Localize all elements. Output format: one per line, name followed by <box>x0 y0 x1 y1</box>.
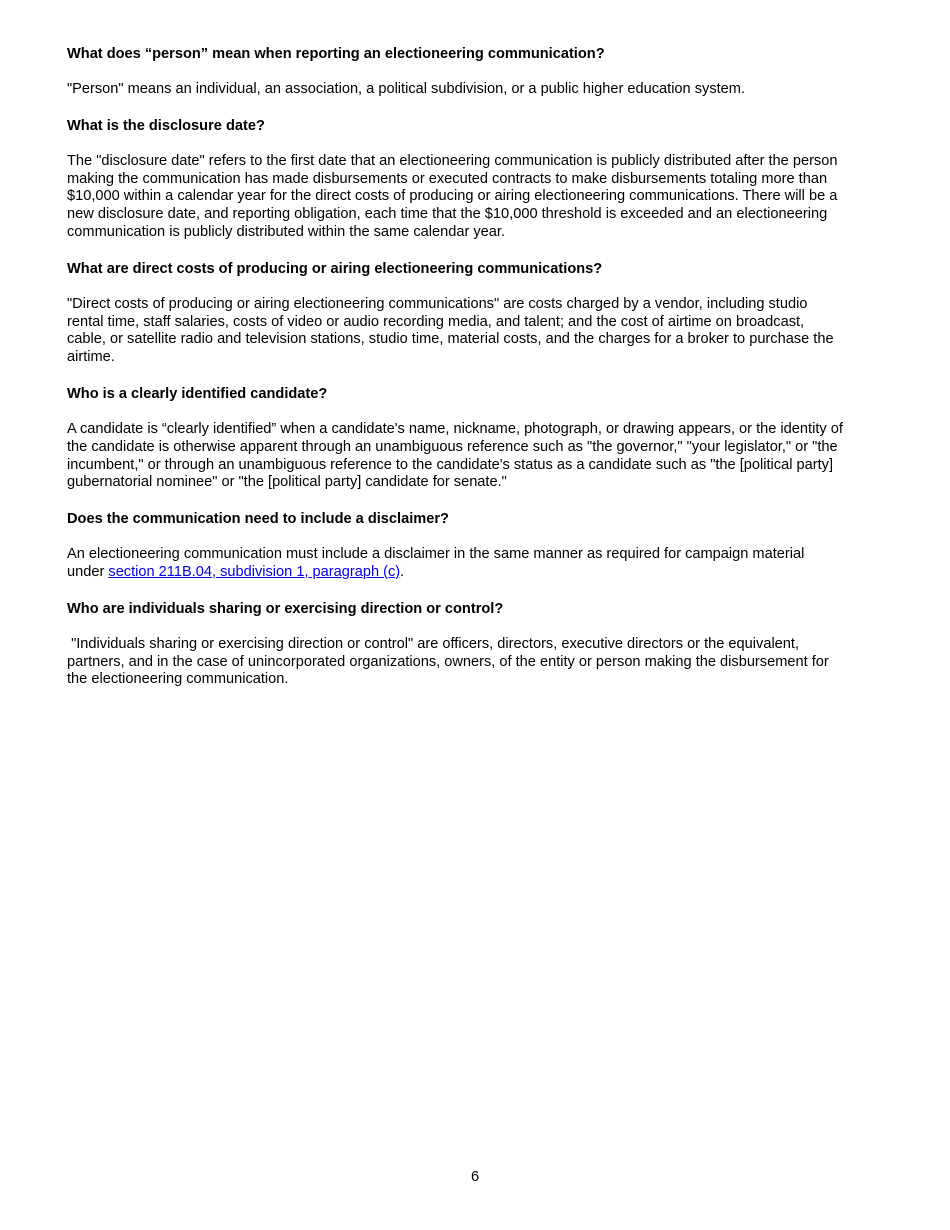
answer-direct-costs: "Direct costs of producing or airing electioneering communications" are costs charged by a vendor, including studio rental time, staff salaries, costs of video or audio recording media, and talent; and the cost of airtime on broadcast, cable, or satellite radio and television stations, studio time, material costs, and the charges for a broker to purchase the airtime. <box>67 295 834 366</box>
answer-disclaimer <box>67 546 843 582</box>
question-disclaimer: Does the communication need to include a disclaimer? <box>67 511 449 528</box>
question-disclosure-date: What is the disclosure date? <box>67 117 265 134</box>
page-number: 6 <box>470 1169 480 1185</box>
document-body <box>67 45 843 707</box>
question-clearly-identified-candidate: Who is a clearly identified candidate? <box>67 385 328 402</box>
statute-link[interactable]: section 211B.04, subdivision 1, paragraph (c) <box>108 563 401 580</box>
answer-clearly-identified-candidate: A candidate is “clearly identified” when a candidate's name, nickname, photograph, or drawing appears, or the identity of the candidate is otherwise apparent through an unambiguous reference such as "the governor," "your legislator," or "the incumbent," or through an unambiguous reference to the candidate's status as a candidate such as "the [political party] gubernatorial nominee" or "the [political party] candidate for senate." <box>67 420 843 491</box>
question-person-definition: What does “person” mean when reporting an electioneering communication? <box>67 46 605 62</box>
question-direction-control: Who are individuals sharing or exercising direction or control? <box>67 600 504 617</box>
answer-direction-control: "Individuals sharing or exercising direction or control" are officers, directors, executive directors or the equivalent, partners, and in the case of unincorporated organizations, owners, of the entity or person making the disbursement for the electioneering communication. <box>67 635 833 688</box>
answer-disclosure-date: The "disclosure date" refers to the first date that an electioneering communication is publicly distributed after the person making the communication has made disbursements or executed contracts to make disbursements totaling more than $10,000 within a calendar year for the direct costs of producing or airing electioneering communications. There will be a new disclosure date, and reporting obligation, each time that the $10,000 threshold is exceeded and an electioneering communication is publicly distributed within the same calendar year. <box>67 152 838 240</box>
question-direct-costs: What are direct costs of producing or airing electioneering communications? <box>67 260 603 277</box>
answer-disclaimer-end: . <box>400 563 405 580</box>
answer-person-definition: "Person" means an individual, an association, a political subdivision, or a public higher education system. <box>67 81 745 97</box>
answer-disclaimer-text: An electioneering communication must include a disclaimer in the same manner as required for campaign material under <box>67 546 805 580</box>
